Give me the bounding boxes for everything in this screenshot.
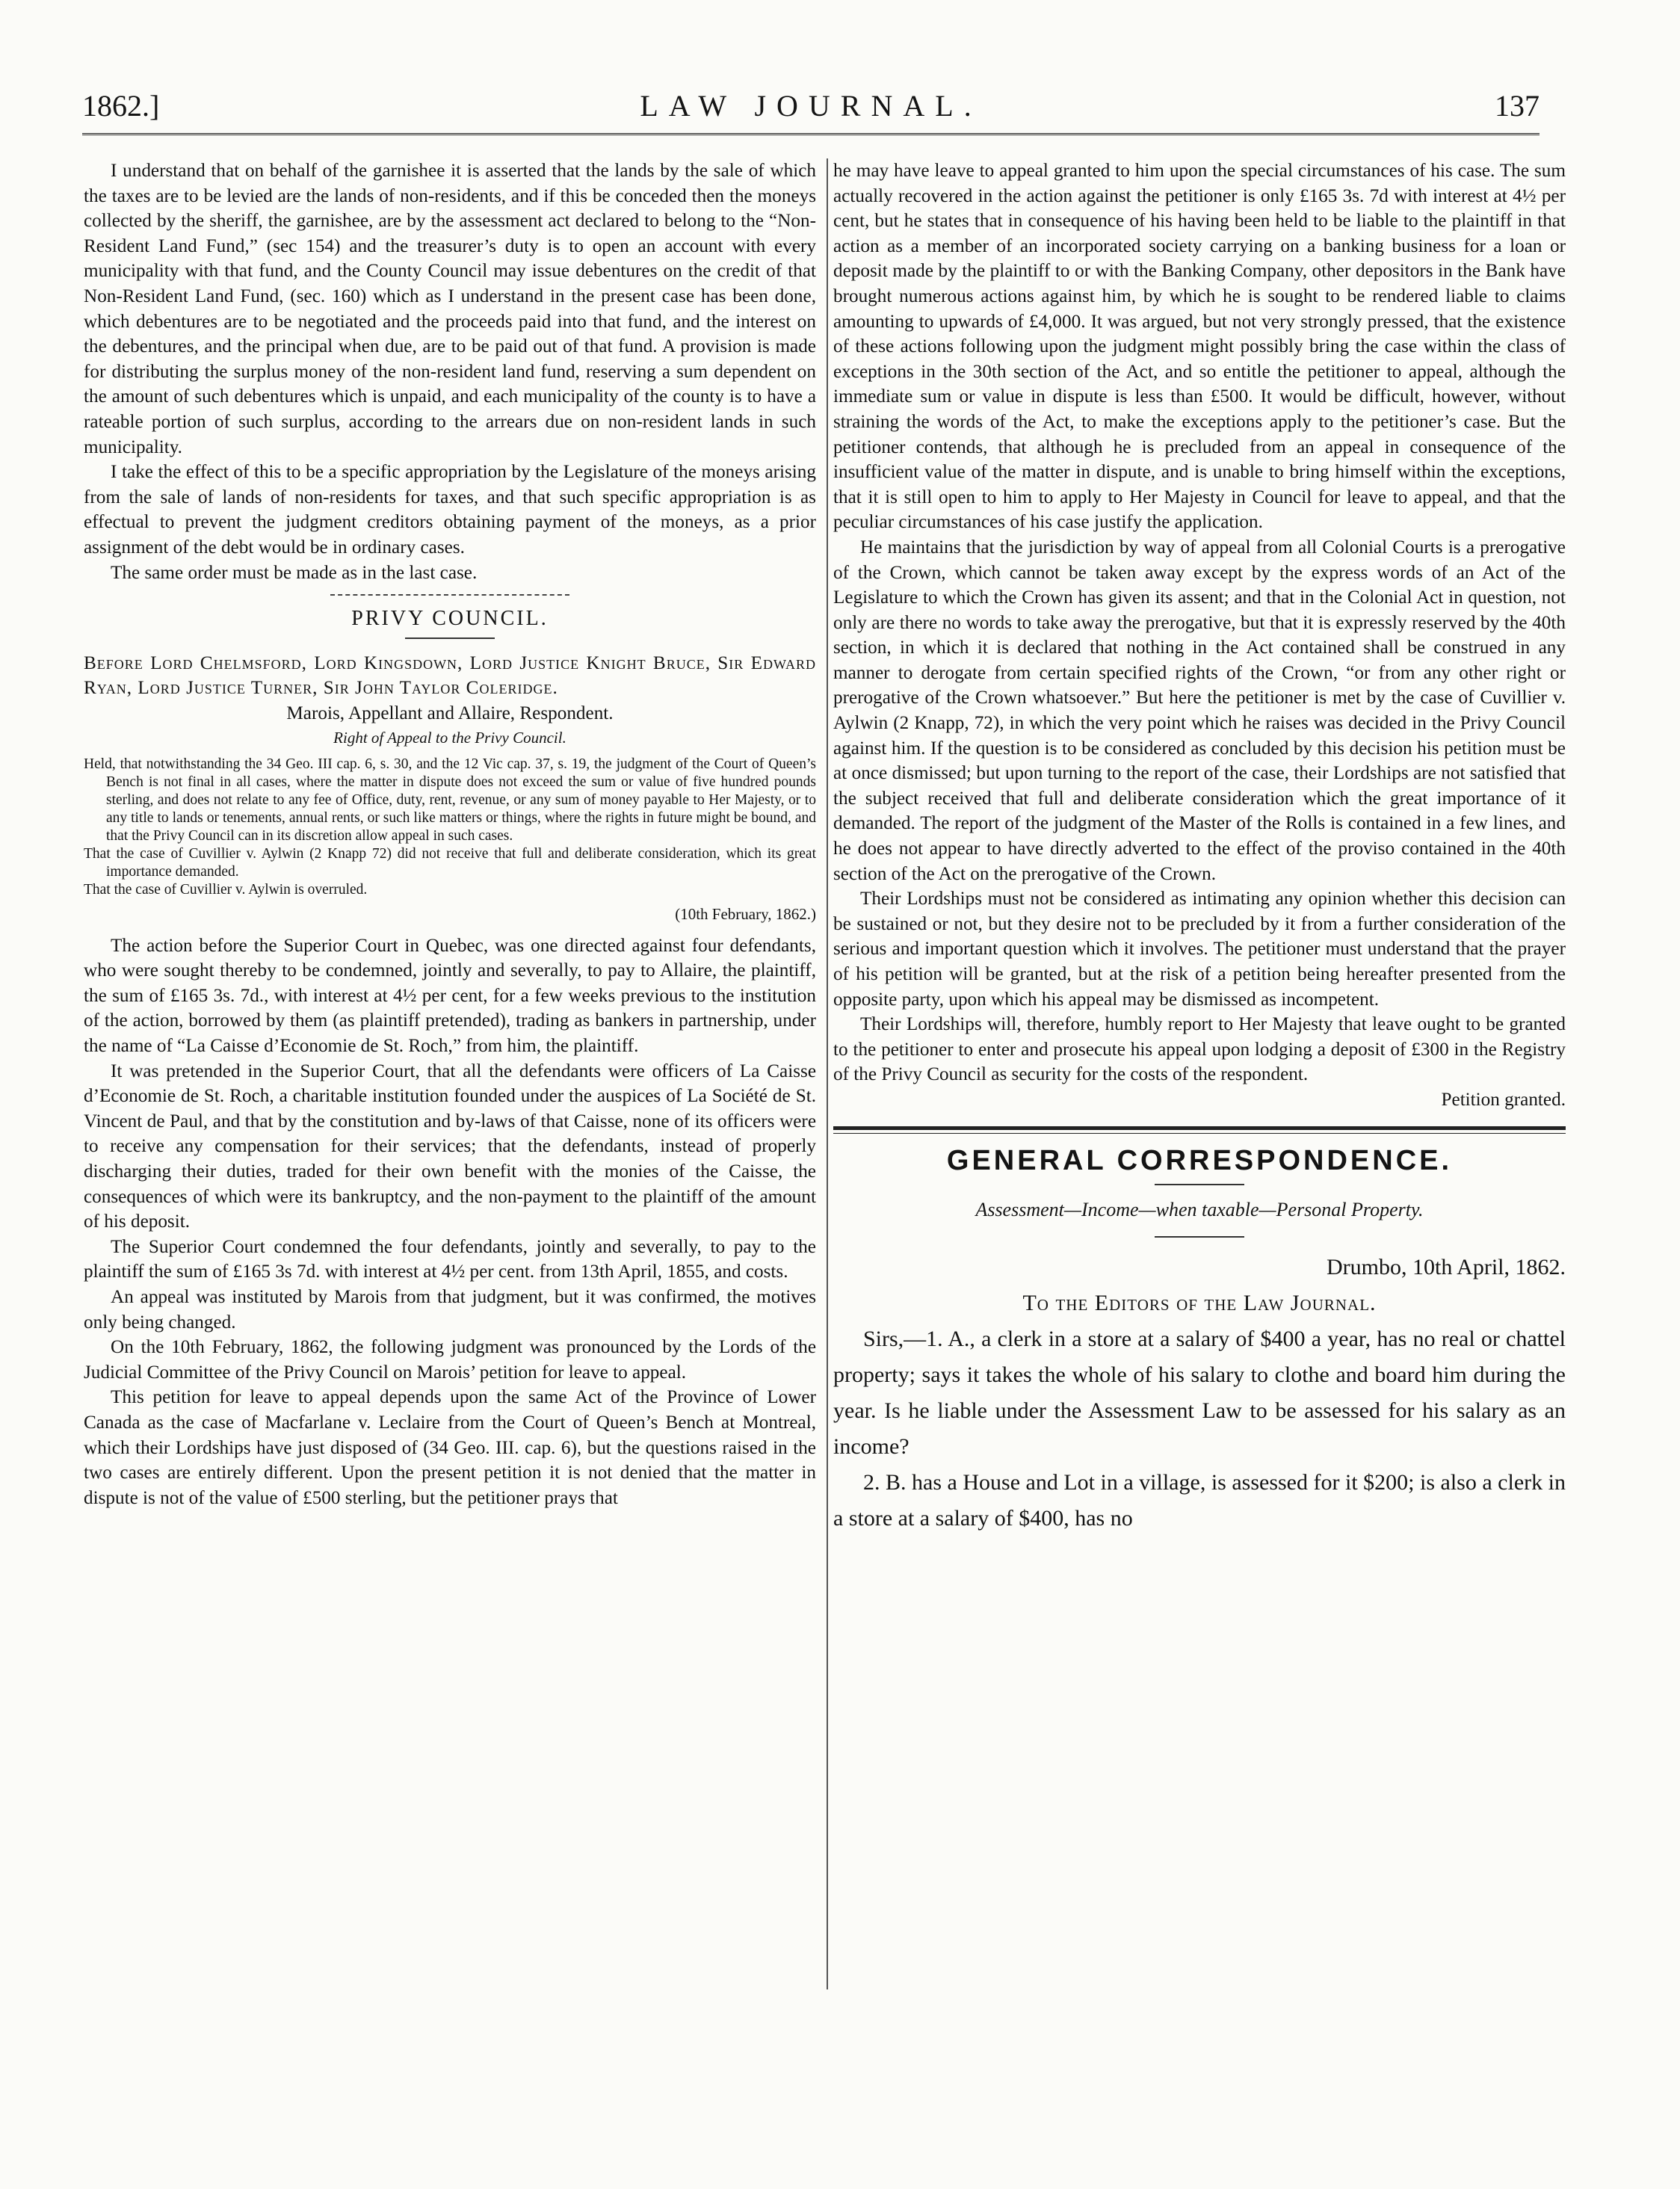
paragraph: An appeal was instituted by Marois from that judgment, but it was confirmed, the motives only being changed. — [84, 1286, 816, 1333]
section-rule — [833, 1126, 1566, 1134]
paragraph: he may have leave to appeal granted to him upon the special circumstances of his case. The sum actually recovered in the action against the petitioner is only £165 3s. 7d with interest at 4½ per cent, but he states that in consequence of his having been held to be liable to the plaintiff in that action as a member of an incorporated society carrying on a banking business for a loan or deposit made by the plaintiff to or with the Banking Company, other depositors in the Bank have brought numerous actions against him, by which he is sought to be rendered liable to claims amounting to upwards of £4,000. It was argued, but not very strongly pressed, that the existence of these actions following upon the judgment might possibly bring the case within the class of exceptions in the 30th section of the Act, and so entitle the petitioner to appeal, although the immediate sum or value in dispute is less than £500. It would be difficult, however, without straining the words of the Act, to make the exceptions apply to the petitioner’s case. But the petitioner contends, that although he is precluded from an appeal in consequence of the insufficient value of the matter in dispute, and is unable to bring himself within the exceptions, that it is still open to him to apply to Her Majesty in Council for leave to appeal, and that the peculiar circumstances of his case justify the application. — [833, 161, 1566, 533]
left-column — [84, 158, 816, 1510]
letter-paragraph: 2. B. has a House and Lot in a village, is assessed for it $200; is also a clerk in a store at a salary of $400, has no — [833, 1469, 1566, 1531]
headnote: That the case of Cuvillier v. Aylwin is overruled. — [84, 882, 368, 898]
case-parties: Marois, Appellant and Allaire, Respondent. — [286, 703, 614, 723]
column-divider — [827, 158, 828, 1989]
running-head — [82, 88, 1540, 135]
paragraph: The action before the Superior Court in Quebec, was one directed against four defendants, who were sought thereby to be condemned, jointly and severally, to pay to Allaire, the plaintiff, the sum of £165 3s. 7d., with interest at 4½ per cent, for a few weeks previous to the institution of the action, borrowed by them (as plaintiff pretended), trading as bankers in partnership, under the name of “La Caisse d’Economie de St. Roch,” from him, the plaintiff. — [84, 935, 816, 1057]
year-label: 1862.] — [82, 89, 160, 123]
headnotes — [84, 756, 816, 899]
correspondence-subtitle: Assessment—Income—when taxable—Personal Property. — [975, 1199, 1424, 1221]
paragraph: Their Lordships will, therefore, humbly report to Her Majesty that leave ought to be granted to the petitioner to enter and prosecute his appeal upon lodging a deposit of £300 in the Registry of the Privy Council as security for the costs of the respondent. — [833, 1014, 1566, 1085]
paragraph: It was pretended in the Superior Court, that all the defendants were officers of La Caisse d’Economie de St. Roch, a charitable institution founded under the auspices of La Société de St. Vincent de Paul, and that by the constitution and by-laws of that Caisse, none of its officers were to receive any compensation for their services; that the defendants, instead of properly discharging their duties, traded for their own benefit with the monies of the Caisse, the consequences of which were its bankruptcy, and the non-payment to the plaintiff of the amount of his deposit. — [84, 1060, 816, 1232]
case-result: Petition granted. — [1441, 1089, 1566, 1110]
court-heading: PRIVY COUNCIL. — [351, 607, 549, 631]
paragraph: Their Lordships must not be considered as intimating any opinion whether this decision can be sustained or not, but they desire not to be precluded by it from a further consideration of the serious and important question which it involves. The petitioner must understand that the prayer of his petition will be granted, but at the risk of a petition being hereafter presented from the opposite party, upon which his appeal may be dismissed as incompetent. — [833, 889, 1566, 1010]
judges-list: Before Lord Chelmsford, Lord Kingsdown, Lord Justice Knight Bruce, Sir Edward Ryan, Lord Justice Turner, Sir John Taylor Coleridge. — [84, 652, 816, 699]
correspondence-heading: GENERAL CORRESPONDENCE. — [946, 1144, 1453, 1176]
subtitle-rule — [1155, 1236, 1244, 1238]
letter-paragraph: Sirs,—1. A., a clerk in a store at a salary of $400 a year, has no real or chattel property; says it takes the whole of his salary to clothe and board him during the year. Is he liable under the Assessment Law to be assessed for his salary as an income? — [833, 1326, 1566, 1459]
paragraph: He maintains that the jurisdiction by way of appeal from all Colonial Courts is a prerogative of the Crown, which cannot be taken away except by the express words of an Act of the Legislature to which the Crown has given its assent; and that in the Colonial Act in question, not only are there no words to take away the prerogative, but that it is expressly reserved by the 40th section, in which it is declared that nothing in the Act contained shall be construed in any manner to derogate from certain specified rights of the Crown, “or from any other right or prerogative of the Crown whatsoever.” But here the petitioner is met by the case of Cuvillier v. Aylwin (2 Knapp, 72), in which the very point which he raises was decided in the Privy Council against him. If the question is to be considered as concluded by this decision his petition must be at once dismissed; but upon turning to the report of the case, their Lordships are not satisfied that the subject received that full and deliberate consideration which the great importance of it demanded. The report of the judgment of the Master of the Rolls is contained in a few lines, and he does not appear to have directly adverted to the effect of the proviso contained in the 40th section of the Act on the prerogative of the Crown. — [833, 537, 1566, 884]
paragraph: I understand that on behalf of the garnishee it is asserted that the lands by the sale of which the taxes are to be levied are the lands of non-residents, and if this be conceded then the moneys collected by the sheriff, the garnishee, are by the assessment act declared to belong to the “Non-Resident Land Fund,” (sec 154) and the treasurer’s duty is to open an account with every municipality with that fund, and the County Council may issue debentures on the credit of that Non-Resident Land Fund, (sec. 160) which as I understand in the present case has been done, which debentures are to be negotiated and the proceeds paid into that fund, and the interest on the debentures, and the principal when due, are to be paid out of that fund. A provision is made for distributing the surplus money of the non-resident land fund, reserving a sum dependent on the amount of such debentures which is unpaid, and each municipality of the county is to have a rateable portion of such surplus, according to the arrears due on non-resident lands in such municipality. — [84, 161, 816, 457]
heading-rule — [405, 637, 495, 639]
section-divider — [330, 594, 569, 596]
journal-title: LAW JOURNAL. — [640, 89, 982, 123]
headnote: Held, that notwithstanding the 34 Geo. III cap. 6, s. 30, and the 12 Vic cap. 37, s. 19, the judgment of the Court of Queen’s Bench is not final in all cases, where the matter in dispute does not exceed the sum or value of five hundred pounds sterling, and does not relate to any fee of Office, duty, rent, revenue, or any sum of money payable to Her Majesty, or to any title to lands or tenements, annual rents, or such like matters or things, where the rights in future might be bound, and that the Privy Council can in its discretion allow appeal in such cases. — [84, 756, 816, 845]
paragraph: The Superior Court condemned the four defendants, jointly and severally, to pay to the plaintiff the sum of £165 3s 7d. with interest at 4½ per cent. from 13th April, 1855, and costs. — [84, 1236, 816, 1282]
decision-date: (10th February, 1862.) — [675, 905, 816, 924]
paragraph: On the 10th February, 1862, the following judgment was pronounced by the Lords of the Judicial Committee of the Privy Council on Marois’ petition for leave to appeal. — [84, 1337, 816, 1383]
headnote: That the case of Cuvillier v. Aylwin (2 Knapp 72) did not receive that full and deliberate consideration, which its great importance demanded. — [84, 846, 816, 880]
paragraph: I take the effect of this to be a specific appropriation by the Legislature of the moneys arising from the sale of lands of non-residents for taxes, and that such specific appropriation is as effectual to prevent the judgment creditors obtaining payment of the moneys, as a prior assignment of the debt would be in ordinary cases. — [84, 462, 816, 558]
right-column — [833, 158, 1566, 1537]
page-number: 137 — [1495, 89, 1540, 123]
letter-place-date: Drumbo, 10th April, 1862. — [1327, 1254, 1566, 1279]
paragraph: The same order must be made as in the last case. — [111, 562, 478, 583]
case-subtitle: Right of Appeal to the Privy Council. — [333, 729, 566, 747]
heading-rule — [1155, 1184, 1244, 1185]
paragraph: This petition for leave to appeal depends upon the same Act of the Province of Lower Canada as the case of Macfarlane v. Leclaire from the Court of Queen’s Bench at Montreal, which their Lordships have just disposed of (34 Geo. III. cap. 6), but the questions raised in the two cases are entirely different. Upon the present petition it is not denied that the matter in dispute is not of the value of £500 sterling, but the petitioner prays that — [84, 1387, 816, 1508]
letter — [833, 1250, 1566, 1537]
letter-address: To the Editors of the Law Journal. — [1022, 1290, 1377, 1315]
